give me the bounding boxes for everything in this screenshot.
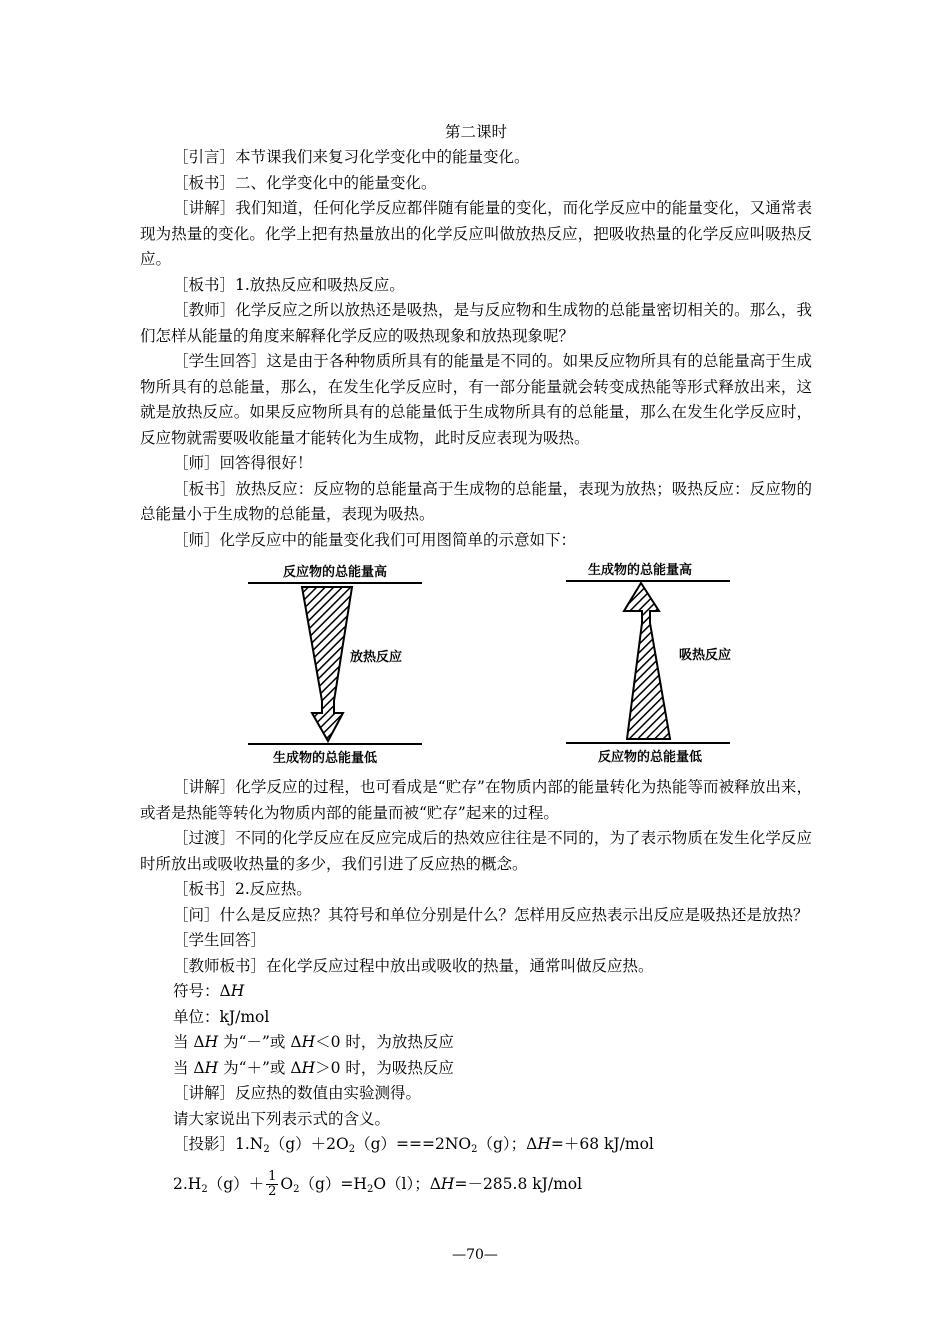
endo-arrow xyxy=(624,583,670,739)
condition-exothermic: 当 ΔH 为“－”或 ΔH＜0 时，为放热反应 xyxy=(173,1033,454,1051)
endo-mid-label: 吸热反应 xyxy=(678,648,732,663)
lesson-title: 第二课时 xyxy=(444,123,507,141)
exo-top-label: 反应物的总能量高 xyxy=(282,565,388,580)
endothermic-diagram xyxy=(560,561,750,769)
paragraph-diagram-intro: ［师］化学反应中的能量变化我们可用图简单的示意如下： xyxy=(173,530,577,549)
paragraph-transition: ［过渡］不同的化学反应在反应完成后的热效应往往是不同的，为了表示物质在发生化学反应时所放出或吸收热量的多少，我们引进了反应热的概念。 xyxy=(140,829,812,873)
paragraph-board-3: ［板书］放热反应：反应物的总能量高于生成物的总能量，表现为放热；吸热反应：反应物的总能量小于生成物的总能量，表现为吸热。 xyxy=(140,479,812,523)
paragraph-board-2: ［板书］1.放热反应和吸热反应。 xyxy=(173,275,405,294)
symbol-line: 符号：ΔH xyxy=(173,982,245,1000)
equation-1: ［投影$]1.N_2(g)+2O_2(g)===2NO_2(g)$；ΔH=＋68 kJ/mol xyxy=(173,1135,654,1155)
paragraph-intro: ［引言］本节课我们来复习化学变化中的能量变化。 xyxy=(173,148,530,166)
exothermic-diagram xyxy=(240,561,430,769)
endo-bottom-label: 反应物的总能量低 xyxy=(597,750,703,765)
unit-line: 单位：kJ/mol xyxy=(173,1007,270,1026)
page-number: —70— xyxy=(452,1247,498,1263)
paragraph-student-answer: ［学生回答］这是由于各种物质所具有的能量是不同的。如果反应物所具有的总能量高于生成物所具有的总能量，那么，在发生化学反应时，有一部分能量就会转变成热能等形式释放出来，这就是放热反应。如果反应物所具有的总能量低于生成物所具有的总能量，那么在发生化学反应时，反应物就需要吸收能量才能转化为生成物，此时反应表现为吸热。 xyxy=(140,352,812,447)
paragraph-teacher-board: ［教师板书］在化学反应过程中放出或吸收的热量，通常叫做反应热。 xyxy=(173,956,654,975)
paragraph-explain-2: ［讲解］化学反应的过程，也可看成是“贮存”在物质内部的能量转化为热能等而被释放出来，或者是热能等转化为物质内部的能量而被“贮存”起来的过程。 xyxy=(140,778,812,822)
paragraph-teacher: ［教师］化学反应之所以放热还是吸热，是与反应物和生成物的总能量密切相关的。那么，我们怎样从能量的角度来解释化学反应的吸热现象和放热现象呢？ xyxy=(140,301,812,345)
exo-mid-label: 放热反应 xyxy=(349,650,403,665)
paragraph-explain-1: ［讲解］我们知道，任何化学反应都伴随有能量的变化，而化学反应中的能量变化，又通常表现为热量的变化。化学上把有热量放出的化学反应叫做放热反应，把吸收热量的化学反应叫吸热反应。 xyxy=(140,199,812,268)
paragraph-praise: ［师］回答得很好！ xyxy=(173,454,313,472)
paragraph-explain-3: ［讲解］反应热的数值由实验测得。 xyxy=(173,1084,422,1102)
fraction-one-half: $\frac{1}{2}$ xyxy=(268,1169,277,1199)
exo-arrow xyxy=(302,587,352,741)
paragraph-prompt: 请大家说出下列表示式的含义。 xyxy=(173,1109,391,1128)
paragraph-student-answer-2: ［学生回答］ xyxy=(173,931,267,949)
equation-2: $2.H_2(g)+$ $\frac{1}{2}$ $O_2(g)=H_2O(l)$；ΔH=－285.8 kJ/mol xyxy=(173,1169,583,1199)
paragraph-board-1: ［板书］二、化学变化中的能量变化。 xyxy=(173,173,437,192)
paragraph-board-4: ［板书］2.反应热。 xyxy=(173,880,312,898)
paragraph-question: ［问］什么是反应热？其符号和单位分别是什么？怎样用反应热表示出反应是吸热还是放热？ xyxy=(173,905,809,924)
energy-diagram xyxy=(140,561,812,769)
condition-endothermic: 当 ΔH 为“＋”或 ΔH＞0 时，为吸热反应 xyxy=(173,1058,454,1077)
endo-top-label: 生成物的总能量高 xyxy=(587,563,693,578)
document-page xyxy=(140,120,812,1205)
exo-bottom-label: 生成物的总能量低 xyxy=(272,751,378,766)
